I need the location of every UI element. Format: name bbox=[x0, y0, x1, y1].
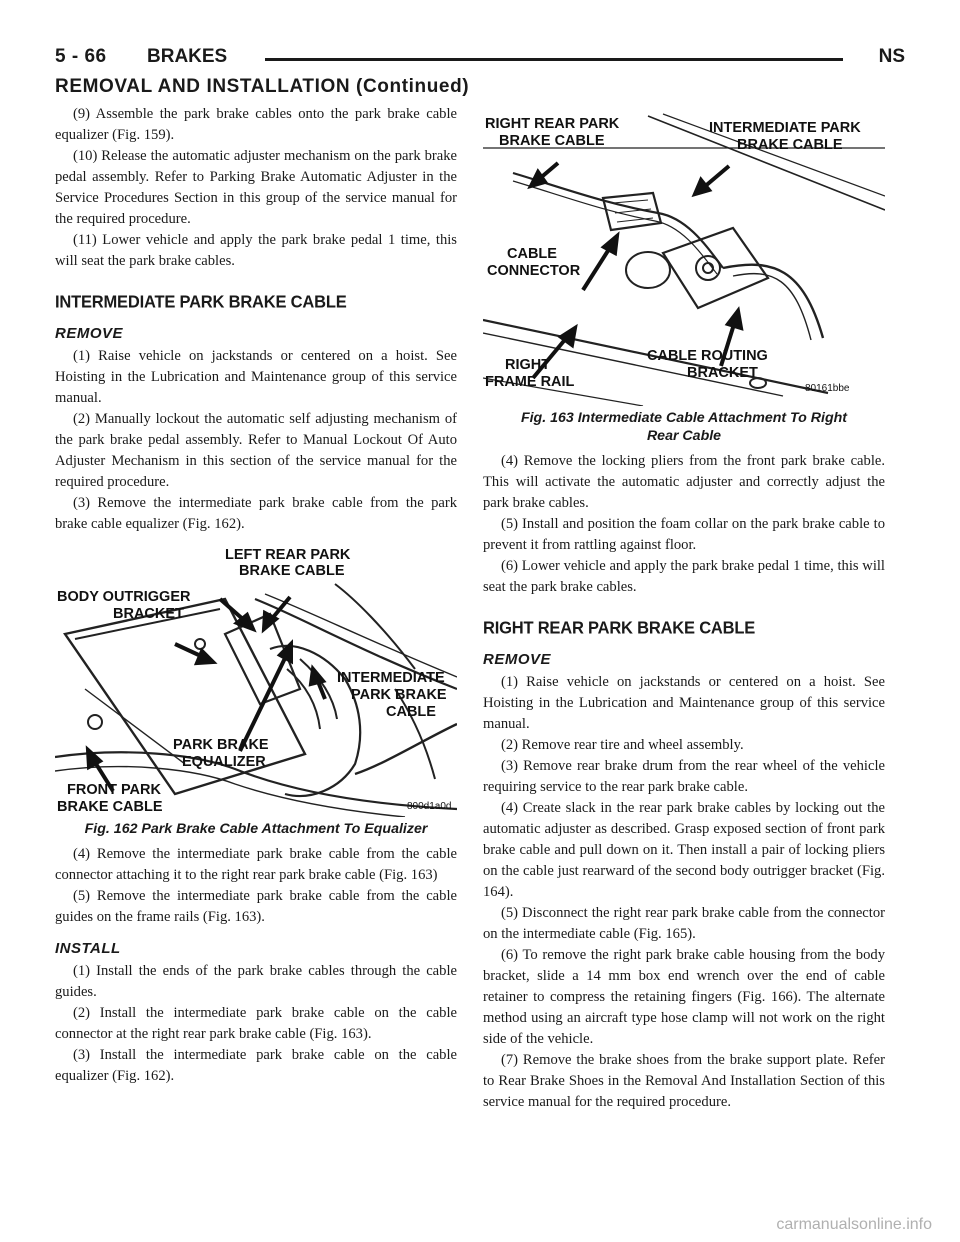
model-code: NS bbox=[878, 46, 905, 67]
paragraph: (10) Release the automatic adjuster mechanism on the park brake pedal assembly. Refer to Parking Brake Automatic Adjuster in the Service Procedures Section in this group of the service manual for the required procedure. bbox=[55, 148, 457, 227]
remove-heading: REMOVE bbox=[483, 651, 552, 668]
figure-ref-code: 80161bbe bbox=[805, 383, 850, 394]
cable-connector-illustration bbox=[483, 108, 885, 406]
label-front-cable: FRONT PARK bbox=[67, 782, 161, 798]
label-intermediate: INTERMEDIATE bbox=[337, 670, 445, 686]
paragraph: (2) Remove rear tire and wheel assembly. bbox=[501, 737, 744, 753]
equalizer-illustration bbox=[55, 539, 457, 817]
figure-163 bbox=[483, 108, 885, 445]
section-title: INTERMEDIATE PARK BRAKE CABLE bbox=[55, 292, 347, 312]
paragraph: (4) Remove the locking pliers from the front park brake cable. This will activate the automatic adjuster and correctly adjust the park brake cables. bbox=[483, 453, 885, 511]
paragraph: (3) Remove the intermediate park brake cable from the park brake cable equalizer (Fig. 162). bbox=[55, 495, 457, 532]
remove-heading: REMOVE bbox=[55, 325, 124, 342]
figure-caption bbox=[483, 409, 885, 445]
label-right-rear-cable: RIGHT REAR PARK bbox=[485, 116, 620, 132]
label-frame-rail-2: FRAME RAIL bbox=[485, 374, 575, 390]
paragraph: (9) Assemble the park brake cables onto the park brake cable equalizer (Fig. 159). bbox=[55, 106, 457, 143]
label-front-cable-2: BRAKE CABLE bbox=[57, 799, 163, 815]
paragraph: (1) Raise vehicle on jackstands or centered on a hoist. See Hoisting in the Lubrication and Maintenance group of this service manual. bbox=[483, 674, 885, 732]
page-header bbox=[55, 44, 905, 74]
page-number: 5 - 66 bbox=[55, 46, 107, 67]
caption-line: Fig. 163 Intermediate Cable Attachment To Right bbox=[520, 410, 848, 426]
section-name: BRAKES bbox=[147, 46, 228, 67]
paragraph: (4) Remove the intermediate park brake cable from the cable connector attaching it to the right rear park brake cable (Fig. 163) bbox=[55, 846, 457, 883]
label-routing-bracket: CABLE ROUTING bbox=[647, 348, 768, 364]
label-equalizer-2: EQUALIZER bbox=[182, 754, 266, 770]
paragraph: (7) Remove the brake shoes from the brake support plate. Refer to Rear Brake Shoes in the Removal And Installation Section of this service manual for the required procedure. bbox=[483, 1052, 885, 1110]
label-left-rear-cable: LEFT REAR PARK bbox=[225, 547, 351, 563]
label-intermediate-cable-2: BRAKE CABLE bbox=[737, 137, 843, 153]
paragraph: (5) Disconnect the right rear park brake cable from the connector on the intermediate cable (Fig. 165). bbox=[483, 905, 885, 942]
label-body-outrigger-2: BRACKET bbox=[113, 606, 184, 622]
paragraph: (5) Install and position the foam collar on the park brake cable to prevent it from rattling against floor. bbox=[483, 516, 885, 553]
caption-line: Rear Cable bbox=[646, 428, 722, 444]
paragraph: (6) To remove the right park brake cable housing from the body bracket, slide a 14 mm box end wrench over the end of cable retainer to compress the retaining fingers (Fig. 166). The alternate method using an aircraft type hose clamp will not work on the right side of the vehicle. bbox=[483, 947, 885, 1047]
label-frame-rail: RIGHT bbox=[505, 357, 551, 373]
paragraph: (2) Manually lockout the automatic self adjusting mechanism of the park brake pedal assembly. Refer to Manual Lockout Of Auto Adjuster Mechanism in this section of the service manual for the required procedure. bbox=[55, 411, 457, 490]
label-cable-connector: CABLE bbox=[507, 246, 557, 262]
label-right-rear-cable-2: BRAKE CABLE bbox=[499, 133, 605, 149]
paragraph: (3) Install the intermediate park brake cable on the cable equalizer (Fig. 162). bbox=[55, 1047, 457, 1084]
label-left-rear-cable-2: BRAKE CABLE bbox=[239, 563, 345, 579]
label-routing-bracket-2: BRACKET bbox=[687, 365, 758, 381]
label-cable-connector-2: CONNECTOR bbox=[487, 263, 581, 279]
paragraph: (2) Install the intermediate park brake cable on the cable connector at the right rear park brake cable (Fig. 163). bbox=[55, 1005, 457, 1042]
label-equalizer: PARK BRAKE bbox=[173, 737, 269, 753]
label-intermediate-cable: INTERMEDIATE PARK bbox=[709, 120, 861, 136]
label-intermediate-3: CABLE bbox=[386, 704, 436, 720]
figure-ref-code: 800d1a0d bbox=[407, 801, 452, 812]
watermark-link[interactable]: carmanualsonline.info bbox=[776, 1216, 932, 1233]
figure-caption: Fig. 162 Park Brake Cable Attachment To Equalizer bbox=[84, 821, 428, 837]
paragraph: (4) Create slack in the rear park brake cables by locking out the automatic adjuster as described. Grasp exposed section of front park brake cable and pull down on it. Then install a pair of locking pliers on the cable just rearward of the second body outrigger bracket (Fig. 164). bbox=[483, 800, 885, 900]
right-column bbox=[483, 104, 885, 1113]
left-column bbox=[55, 104, 457, 1087]
paragraph: (5) Remove the intermediate park brake cable from the cable guides on the frame rails (Fig. 163). bbox=[55, 888, 457, 925]
install-heading: INSTALL bbox=[55, 940, 121, 957]
paragraph: (1) Install the ends of the park brake cables through the cable guides. bbox=[55, 963, 457, 1000]
section-title: RIGHT REAR PARK BRAKE CABLE bbox=[483, 618, 756, 638]
paragraph: (11) Lower vehicle and apply the park brake pedal 1 time, this will seat the park brake cables. bbox=[55, 232, 457, 269]
paragraph: (6) Lower vehicle and apply the park brake pedal 1 time, this will seat the park brake cables. bbox=[483, 558, 885, 595]
paragraph: (1) Raise vehicle on jackstands or centered on a hoist. See Hoisting in the Lubrication and Maintenance group of this service manual. bbox=[55, 348, 457, 406]
running-subheading: REMOVAL AND INSTALLATION (Continued) bbox=[55, 76, 470, 97]
paragraph: (3) Remove rear brake drum from the rear wheel of the vehicle requiring service to the rear park brake cable. bbox=[483, 758, 885, 795]
header-rule bbox=[265, 58, 843, 61]
label-body-outrigger: BODY OUTRIGGER bbox=[57, 589, 191, 605]
figure-162 bbox=[55, 539, 457, 838]
label-intermediate-2: PARK BRAKE bbox=[351, 687, 447, 703]
